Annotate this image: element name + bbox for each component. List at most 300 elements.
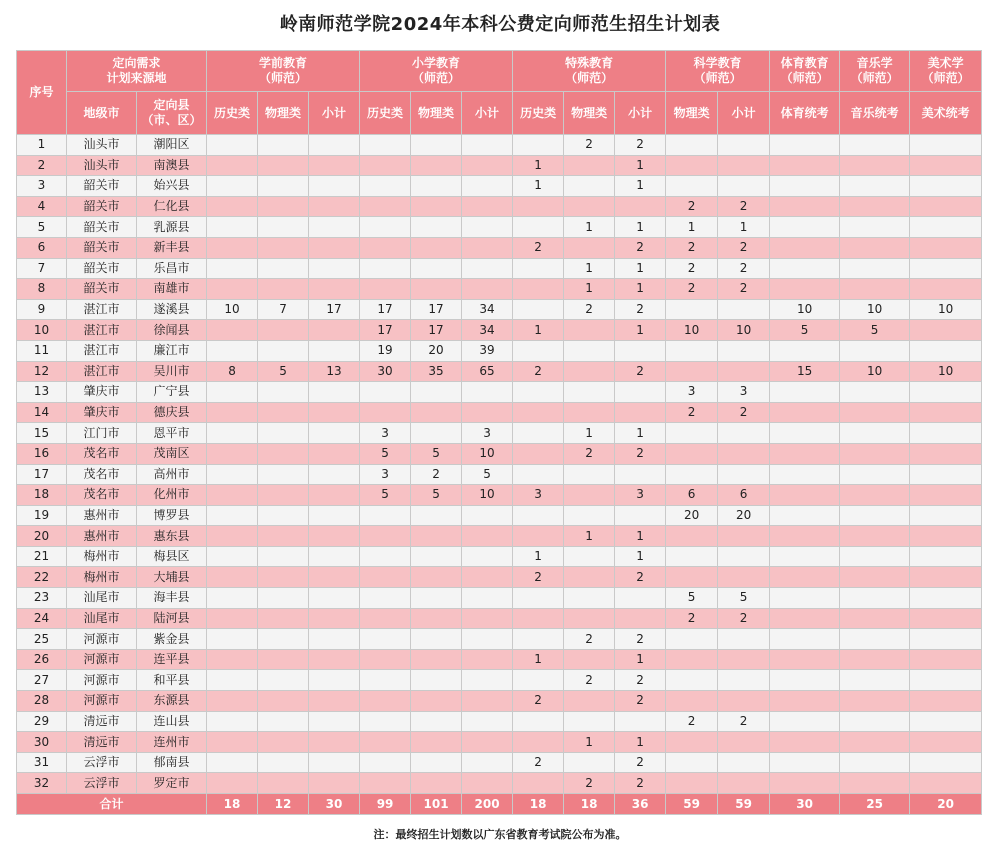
- table-cell: [718, 340, 770, 361]
- table-cell: 2: [615, 361, 666, 382]
- table-cell: [258, 340, 309, 361]
- table-cell: [309, 237, 360, 258]
- total-cell: 18: [207, 794, 258, 815]
- header-group-line2: （师范）: [412, 71, 461, 85]
- table-cell: 清远市: [67, 711, 137, 732]
- table-cell: [564, 237, 615, 258]
- table-cell: [309, 526, 360, 547]
- table-cell: [840, 732, 910, 753]
- table-cell: [309, 464, 360, 485]
- table-cell: 3: [17, 176, 67, 197]
- table-cell: [207, 485, 258, 506]
- table-cell: 1: [615, 320, 666, 341]
- table-cell: [462, 691, 513, 712]
- table-cell: 2: [666, 258, 718, 279]
- table-cell: [309, 649, 360, 670]
- total-cell: 30: [309, 794, 360, 815]
- table-cell: 茂南区: [137, 443, 207, 464]
- table-cell: 1: [615, 155, 666, 176]
- table-cell: [564, 711, 615, 732]
- table-cell: [360, 196, 411, 217]
- table-cell: [910, 608, 982, 629]
- table-cell: [309, 588, 360, 609]
- table-cell: 1: [564, 258, 615, 279]
- table-cell: [411, 423, 462, 444]
- table-cell: 连平县: [137, 649, 207, 670]
- table-cell: 始兴县: [137, 176, 207, 197]
- header-group-line1: 学前教育: [259, 56, 308, 70]
- table-cell: [666, 567, 718, 588]
- table-cell: 11: [17, 340, 67, 361]
- table-cell: 17: [360, 299, 411, 320]
- table-cell: 博罗县: [137, 505, 207, 526]
- table-cell: [910, 711, 982, 732]
- table-cell: [462, 176, 513, 197]
- total-row: [17, 794, 982, 815]
- table-cell: [513, 670, 564, 691]
- table-cell: [840, 670, 910, 691]
- table-cell: [207, 588, 258, 609]
- table-cell: [207, 382, 258, 403]
- table-cell: 2: [718, 608, 770, 629]
- table-cell: 2: [513, 691, 564, 712]
- table-cell: 1: [513, 546, 564, 567]
- table-cell: [770, 279, 840, 300]
- table-cell: [513, 443, 564, 464]
- table-cell: [462, 773, 513, 794]
- header-group-line1: 特殊教育: [565, 56, 614, 70]
- table-cell: 21: [17, 546, 67, 567]
- table-cell: [258, 155, 309, 176]
- header-subcolumn: 体育统考: [770, 92, 840, 135]
- table-cell: 德庆县: [137, 402, 207, 423]
- table-cell: [462, 217, 513, 238]
- table-row: [17, 258, 982, 279]
- table-cell: [207, 443, 258, 464]
- table-cell: [770, 526, 840, 547]
- header-county-line1: 定向县: [153, 98, 190, 112]
- table-cell: [718, 691, 770, 712]
- table-cell: [770, 135, 840, 156]
- table-cell: [840, 196, 910, 217]
- table-cell: 26: [17, 649, 67, 670]
- header-subcolumn: 物理类: [564, 92, 615, 135]
- table-cell: 廉江市: [137, 340, 207, 361]
- table-cell: [910, 135, 982, 156]
- table-cell: [207, 176, 258, 197]
- table-cell: [462, 237, 513, 258]
- header-subcolumn: 小计: [309, 92, 360, 135]
- table-cell: 23: [17, 588, 67, 609]
- table-cell: 22: [17, 567, 67, 588]
- table-cell: [910, 773, 982, 794]
- table-cell: [411, 588, 462, 609]
- table-cell: [840, 258, 910, 279]
- table-cell: [666, 546, 718, 567]
- table-cell: [258, 443, 309, 464]
- table-cell: [840, 691, 910, 712]
- table-header: [17, 51, 982, 135]
- table-cell: [770, 773, 840, 794]
- table-cell: [513, 423, 564, 444]
- table-row: [17, 402, 982, 423]
- table-cell: [840, 546, 910, 567]
- table-cell: [564, 752, 615, 773]
- table-cell: 65: [462, 361, 513, 382]
- table-cell: 14: [17, 402, 67, 423]
- table-cell: [840, 588, 910, 609]
- table-cell: [258, 629, 309, 650]
- total-cell: 59: [718, 794, 770, 815]
- page-title: 岭南师范学院2024年本科公费定向师范生招生计划表: [279, 14, 721, 35]
- table-cell: 20: [718, 505, 770, 526]
- table-cell: [309, 340, 360, 361]
- table-cell: [513, 340, 564, 361]
- table-cell: [207, 423, 258, 444]
- table-cell: 5: [17, 217, 67, 238]
- table-cell: [840, 485, 910, 506]
- table-row: [17, 217, 982, 238]
- table-cell: [411, 649, 462, 670]
- table-cell: [309, 485, 360, 506]
- table-row: [17, 464, 982, 485]
- table-row: [17, 423, 982, 444]
- table-cell: [207, 505, 258, 526]
- table-cell: [462, 155, 513, 176]
- table-cell: 南澳县: [137, 155, 207, 176]
- table-row: [17, 340, 982, 361]
- table-cell: 30: [17, 732, 67, 753]
- table-cell: 5: [360, 485, 411, 506]
- table-cell: [207, 670, 258, 691]
- table-cell: 8: [17, 279, 67, 300]
- table-cell: 17: [17, 464, 67, 485]
- enrollment-plan-table: [16, 50, 982, 815]
- table-cell: [840, 423, 910, 444]
- table-cell: [910, 258, 982, 279]
- table-cell: 3: [666, 382, 718, 403]
- table-cell: [666, 464, 718, 485]
- table-cell: 湛江市: [67, 299, 137, 320]
- table-cell: [309, 670, 360, 691]
- table-cell: [258, 423, 309, 444]
- table-cell: 6: [666, 485, 718, 506]
- table-cell: [411, 505, 462, 526]
- table-cell: [910, 237, 982, 258]
- table-cell: 梅州市: [67, 567, 137, 588]
- table-cell: 20: [411, 340, 462, 361]
- table-cell: [564, 567, 615, 588]
- table-cell: 河源市: [67, 629, 137, 650]
- table-cell: 2: [615, 629, 666, 650]
- table-cell: 2: [666, 711, 718, 732]
- table-cell: [513, 526, 564, 547]
- table-cell: [411, 237, 462, 258]
- table-cell: 6: [17, 237, 67, 258]
- table-cell: 恩平市: [137, 423, 207, 444]
- table-cell: [770, 196, 840, 217]
- table-cell: [840, 279, 910, 300]
- table-cell: [411, 629, 462, 650]
- table-cell: 汕尾市: [67, 588, 137, 609]
- table-body: [17, 135, 982, 815]
- table-cell: 3: [360, 423, 411, 444]
- table-cell: [666, 773, 718, 794]
- table-cell: [615, 505, 666, 526]
- table-cell: 1: [615, 279, 666, 300]
- table-cell: [770, 464, 840, 485]
- table-cell: [840, 443, 910, 464]
- table-cell: [207, 546, 258, 567]
- table-cell: [910, 423, 982, 444]
- table-cell: 肇庆市: [67, 402, 137, 423]
- table-cell: [564, 485, 615, 506]
- table-cell: [910, 567, 982, 588]
- table-cell: [309, 402, 360, 423]
- table-cell: 2: [615, 670, 666, 691]
- table-cell: [840, 217, 910, 238]
- table-cell: 大埔县: [137, 567, 207, 588]
- table-cell: [360, 279, 411, 300]
- table-cell: 高州市: [137, 464, 207, 485]
- table-cell: [207, 217, 258, 238]
- table-cell: [513, 135, 564, 156]
- table-cell: [207, 773, 258, 794]
- table-cell: 2: [615, 752, 666, 773]
- table-cell: 10: [910, 361, 982, 382]
- table-cell: 江门市: [67, 423, 137, 444]
- total-cell: 36: [615, 794, 666, 815]
- total-cell: 18: [564, 794, 615, 815]
- table-cell: [564, 176, 615, 197]
- table-cell: [615, 382, 666, 403]
- table-cell: [513, 464, 564, 485]
- table-cell: [309, 752, 360, 773]
- table-cell: 18: [17, 485, 67, 506]
- table-cell: [666, 732, 718, 753]
- table-cell: 2: [564, 629, 615, 650]
- header-group-line2: （师范）: [565, 71, 614, 85]
- table-cell: [718, 155, 770, 176]
- table-cell: 1: [615, 732, 666, 753]
- table-cell: 2: [718, 237, 770, 258]
- header-group: [513, 51, 666, 92]
- header-subcolumn: 物理类: [411, 92, 462, 135]
- table-cell: [207, 629, 258, 650]
- table-cell: [360, 217, 411, 238]
- table-row: [17, 752, 982, 773]
- table-cell: [770, 505, 840, 526]
- header-subcolumn: 音乐统考: [840, 92, 910, 135]
- table-cell: [770, 443, 840, 464]
- table-cell: [910, 691, 982, 712]
- table-cell: [411, 526, 462, 547]
- table-cell: [462, 135, 513, 156]
- table-row: [17, 135, 982, 156]
- table-cell: [564, 464, 615, 485]
- table-cell: 12: [17, 361, 67, 382]
- table-cell: 茂名市: [67, 485, 137, 506]
- table-cell: 2: [666, 237, 718, 258]
- table-cell: [770, 485, 840, 506]
- table-cell: [360, 629, 411, 650]
- table-cell: 吴川市: [137, 361, 207, 382]
- table-cell: 化州市: [137, 485, 207, 506]
- table-cell: 韶关市: [67, 196, 137, 217]
- table-cell: [840, 135, 910, 156]
- table-cell: [258, 217, 309, 238]
- table-cell: [258, 279, 309, 300]
- table-cell: 紫金县: [137, 629, 207, 650]
- table-cell: [411, 279, 462, 300]
- table-cell: [258, 691, 309, 712]
- table-cell: 3: [615, 485, 666, 506]
- header-source-line2: 计划来源地: [106, 71, 167, 85]
- table-cell: [840, 629, 910, 650]
- table-cell: [513, 773, 564, 794]
- table-cell: 乳源县: [137, 217, 207, 238]
- table-cell: [564, 608, 615, 629]
- table-cell: 东源县: [137, 691, 207, 712]
- table-row: [17, 629, 982, 650]
- table-cell: 2: [666, 279, 718, 300]
- table-cell: 1: [513, 155, 564, 176]
- table-cell: 2: [615, 691, 666, 712]
- table-cell: 1: [666, 217, 718, 238]
- table-cell: [513, 608, 564, 629]
- table-cell: [718, 752, 770, 773]
- table-cell: [770, 752, 840, 773]
- table-cell: [840, 155, 910, 176]
- table-cell: [718, 443, 770, 464]
- table-cell: 河源市: [67, 670, 137, 691]
- table-cell: [564, 588, 615, 609]
- table-cell: [462, 670, 513, 691]
- table-cell: [462, 608, 513, 629]
- table-cell: 15: [17, 423, 67, 444]
- table-cell: [258, 237, 309, 258]
- header-group: [207, 51, 360, 92]
- table-cell: 陆河县: [137, 608, 207, 629]
- table-cell: 19: [17, 505, 67, 526]
- table-cell: 1: [564, 732, 615, 753]
- table-cell: [258, 588, 309, 609]
- total-cell: 200: [462, 794, 513, 815]
- table-cell: 1: [615, 526, 666, 547]
- table-cell: 2: [513, 752, 564, 773]
- table-cell: 5: [666, 588, 718, 609]
- table-cell: 2: [411, 464, 462, 485]
- table-cell: 1: [615, 258, 666, 279]
- table-cell: 2: [718, 279, 770, 300]
- table-cell: 仁化县: [137, 196, 207, 217]
- table-row: [17, 299, 982, 320]
- table-cell: [910, 155, 982, 176]
- table-cell: 5: [770, 320, 840, 341]
- table-cell: 3: [718, 382, 770, 403]
- table-cell: [309, 711, 360, 732]
- table-cell: 海丰县: [137, 588, 207, 609]
- table-cell: [840, 464, 910, 485]
- table-cell: [258, 649, 309, 670]
- table-cell: [462, 526, 513, 547]
- table-cell: [564, 196, 615, 217]
- table-cell: [718, 464, 770, 485]
- table-cell: [462, 382, 513, 403]
- table-cell: 2: [615, 443, 666, 464]
- table-cell: [360, 505, 411, 526]
- table-cell: [513, 217, 564, 238]
- table-cell: [666, 340, 718, 361]
- total-cell: 59: [666, 794, 718, 815]
- table-cell: [770, 567, 840, 588]
- table-cell: 2: [718, 258, 770, 279]
- table-cell: 10: [462, 443, 513, 464]
- header-subcolumn: 美术统考: [910, 92, 982, 135]
- header-source-line1: 定向需求: [112, 56, 161, 70]
- total-label: 合计: [17, 794, 207, 815]
- table-cell: [360, 546, 411, 567]
- table-cell: 2: [513, 361, 564, 382]
- table-row: [17, 773, 982, 794]
- table-cell: 3: [462, 423, 513, 444]
- table-cell: 2: [513, 567, 564, 588]
- table-cell: 茂名市: [67, 464, 137, 485]
- table-cell: 30: [360, 361, 411, 382]
- table-cell: [910, 196, 982, 217]
- table-cell: [258, 711, 309, 732]
- table-cell: [564, 691, 615, 712]
- table-cell: 5: [462, 464, 513, 485]
- table-cell: 2: [666, 608, 718, 629]
- table-cell: [840, 505, 910, 526]
- table-cell: [411, 773, 462, 794]
- table-cell: [840, 608, 910, 629]
- table-row: [17, 608, 982, 629]
- table-cell: 1: [17, 135, 67, 156]
- table-cell: [258, 546, 309, 567]
- table-cell: [718, 773, 770, 794]
- table-row: [17, 546, 982, 567]
- table-cell: [207, 258, 258, 279]
- header-group: [770, 51, 840, 92]
- table-cell: 惠州市: [67, 526, 137, 547]
- table-cell: 肇庆市: [67, 382, 137, 403]
- table-cell: [258, 320, 309, 341]
- table-cell: [411, 382, 462, 403]
- table-cell: 39: [462, 340, 513, 361]
- table-row: [17, 526, 982, 547]
- header-city: 地级市: [67, 92, 137, 135]
- header-group: [910, 51, 982, 92]
- table-cell: 5: [411, 443, 462, 464]
- table-cell: [309, 320, 360, 341]
- table-cell: [360, 135, 411, 156]
- table-cell: 5: [258, 361, 309, 382]
- table-cell: [615, 402, 666, 423]
- table-cell: [666, 752, 718, 773]
- table-cell: 9: [17, 299, 67, 320]
- table-cell: [718, 423, 770, 444]
- table-cell: [770, 608, 840, 629]
- table-cell: [309, 505, 360, 526]
- table-cell: 10: [666, 320, 718, 341]
- table-cell: [666, 443, 718, 464]
- table-cell: 惠东县: [137, 526, 207, 547]
- table-cell: [207, 526, 258, 547]
- table-cell: 2: [615, 299, 666, 320]
- table-cell: [462, 546, 513, 567]
